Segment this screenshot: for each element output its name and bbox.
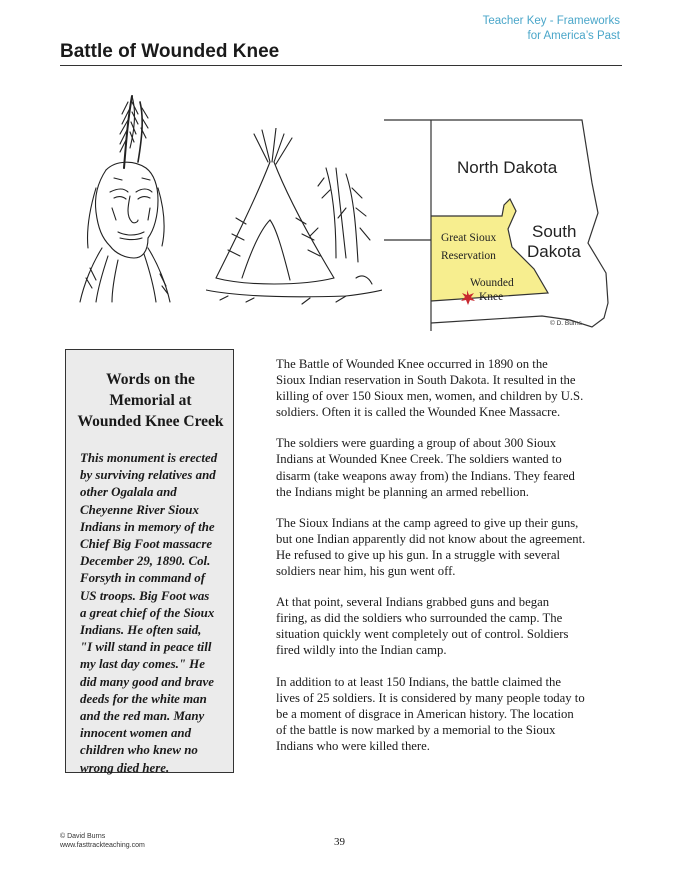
article-body xyxy=(276,356,626,769)
footer-copyright: © David Burns xyxy=(60,833,106,840)
wounded-knee-label-2: Knee xyxy=(479,291,504,303)
dakotas-map xyxy=(384,113,622,333)
publisher-line-1: Teacher Key - Frameworks xyxy=(482,15,620,27)
title-divider xyxy=(60,65,622,66)
reservation-label-2: Reservation xyxy=(441,250,496,262)
paragraph-5: In addition to at least 150 Indians, the battle claimed the lives of 25 soldiers. It is considered by many people today to be a moment of disgrace in American history. The location of the battle is now marked by a memorial to the Sioux Indians who were killed there. xyxy=(276,674,585,753)
wounded-knee-label-1: Wounded xyxy=(470,277,514,289)
paragraph-4: At that point, several Indians grabbed guns and began firing, as did the soldiers who surrounded the camp. The situation quickly went completely out of control. Soldiers fired wildly into the Indian camp. xyxy=(276,595,569,658)
footer-credits xyxy=(60,832,145,850)
paragraph-3: The Sioux Indians at the camp agreed to give up their guns, but one Indian apparently did not know about the agreement. He refused to give up his gun. In a struggle with several soldiers near him, his gun went off. xyxy=(276,515,586,579)
page-number: 39 xyxy=(334,836,345,848)
memorial-inscription: This monument is erected by surviving relatives and other Ogalala and Cheyenne River Sioux Indians in memory of the Chief Big Foot massacre December 29, 1890. Col. Forsyth in command of US troops. Big Foot was a great chief of the Sioux Indians. He often said, "I will stand in peace till my last day comes." He did many good and brave deeds for the white man and the red man. Many innocent women and children who knew no wrong died here. xyxy=(80,451,218,775)
north-dakota-label: North Dakota xyxy=(457,158,558,177)
page-title: Battle of Wounded Knee xyxy=(60,41,280,62)
reservation-label-1: Great Sioux xyxy=(441,232,497,244)
publisher-label xyxy=(483,14,620,44)
memorial-title: Words on the Memorial at Wounded Knee Creek xyxy=(77,371,224,430)
map-credit: © D. Burns xyxy=(550,320,582,327)
footer-website: www.fasttrackteaching.com xyxy=(60,842,145,849)
south-dakota-label-1: South xyxy=(532,222,577,241)
publisher-line-2: for America’s Past xyxy=(527,30,620,42)
paragraph-2: The soldiers were guarding a group of about 300 Sioux Indians at Wounded Knee Creek. The soldiers wanted to disarm (take weapons away from) the Indians. They feared the Indians might be planning an armed rebellion. xyxy=(276,436,575,499)
south-dakota-label-2: Dakota xyxy=(527,242,581,261)
teepee-illustration xyxy=(206,128,382,306)
chief-portrait-illustration xyxy=(62,88,180,306)
paragraph-1: The Battle of Wounded Knee occurred in 1890 on the Sioux Indian reservation in South Dakota. It resulted in the killing of over 150 Sioux men, women, and children by U.S. soldiers. Often it is called the Wounded Knee Massacre. xyxy=(276,357,584,420)
memorial-sidebar xyxy=(65,349,234,773)
